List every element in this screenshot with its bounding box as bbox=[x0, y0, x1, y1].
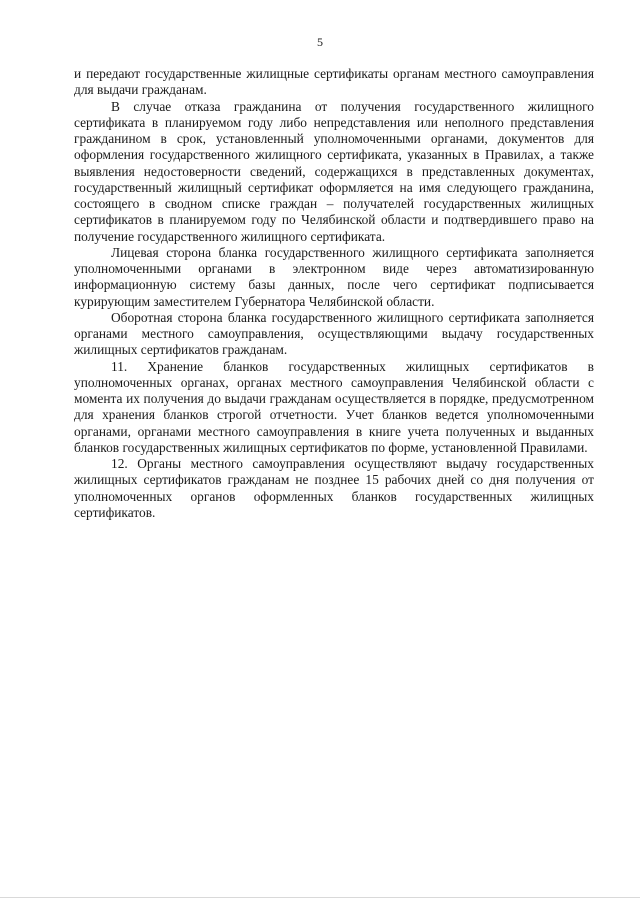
document-body bbox=[74, 66, 594, 521]
page-number: 5 bbox=[317, 35, 323, 49]
paragraph-refusal-case: В случае отказа гражданина от получения государственного жилищного сертификата в планируемом году либо непредставления или неполного представления гражданином в срок, установленный уполномоченными органами, документов для оформления государственного жилищного сертификата, указанных в Правилах, а также выявления недостоверности сведений, содержащихся в представленных документах, государственный жилищный сертификат оформляется на имя следующего гражданина, состоящего в сводном списке граждан – получателей государственных жилищных сертификатов в планируемом году по Челябинской области и подтвердившего право на получение государственного жилищного сертификата. bbox=[74, 98, 594, 244]
paragraph-front-side: Лицевая сторона бланка государственного жилищного сертификата заполняется уполномоченными органами в электронном виде через автоматизированную информационную систему базы данных, после чего сертификат подписывается курирующим заместителем Губернатора Челябинской области. bbox=[74, 244, 594, 309]
paragraph-continuation: и передают государственные жилищные сертификаты органам местного самоуправления для выдачи гражданам. bbox=[74, 66, 594, 98]
paragraph-back-side: Оборотная сторона бланка государственного жилищного сертификата заполняется органами местного самоуправления, осуществляющими выдачу государственных жилищных сертификатов гражданам. bbox=[74, 309, 594, 358]
bottom-edge-rule bbox=[0, 897, 640, 898]
paragraph-item-11: 11. Хранение бланков государственных жилищных сертификатов в уполномоченных органах, органах местного самоуправления Челябинской области с момента их получения до выдачи гражданам осуществляется в порядке, предусмотренном для хранения бланков строгой отчетности. Учет бланков ведется уполномоченными органами, органами местного самоуправления в книге учета полученных и выданных бланков государственных жилищных сертификатов по форме, установленной Правилами. bbox=[74, 358, 594, 455]
paragraph-item-12: 12. Органы местного самоуправления осуществляют выдачу государственных жилищных сертификатов гражданам не позднее 15 рабочих дней со дня получения от уполномоченных органов оформленных бланков государственных жилищных сертификатов. bbox=[74, 456, 594, 520]
